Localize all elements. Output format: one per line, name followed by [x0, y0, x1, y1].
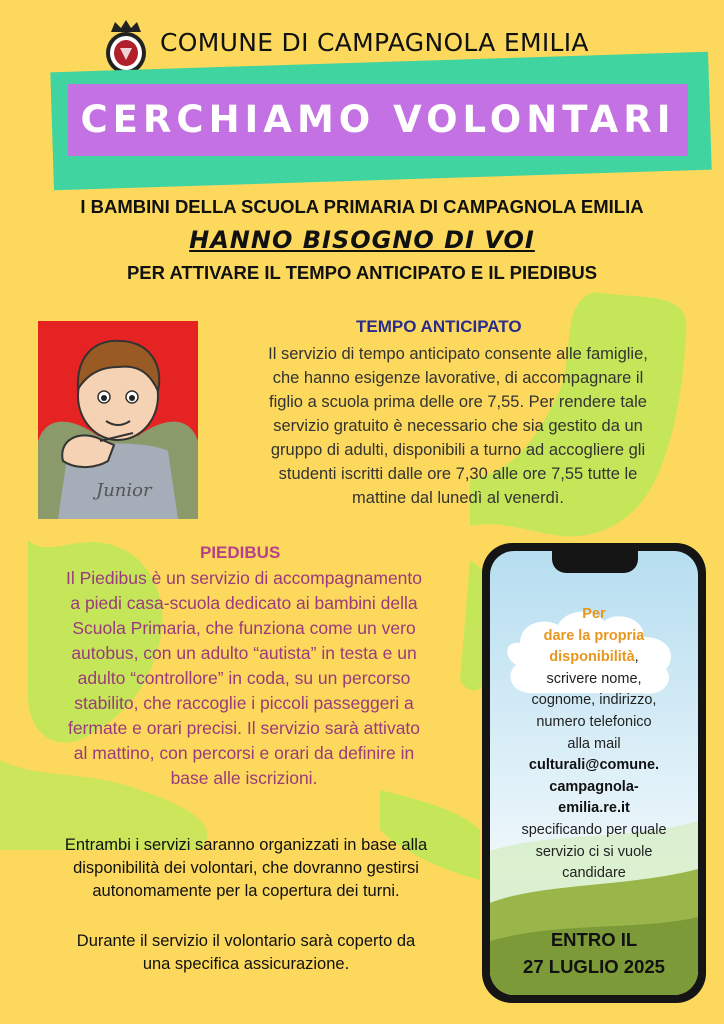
- insurance-note: [26, 930, 466, 976]
- deadline-date: 27 LUGLIO 2025: [523, 956, 665, 977]
- piedibus-line: base alle iscrizioni.: [170, 768, 318, 788]
- banner-title: CERCHIAMO VOLONTARI: [80, 98, 676, 141]
- email-address[interactable]: campagnola-: [549, 778, 639, 795]
- municipality-name: COMUNE DI CAMPAGNOLA EMILIA: [160, 28, 589, 57]
- phone-line: scrivere nome,: [546, 670, 642, 687]
- phone-line: alla mail: [567, 735, 621, 752]
- phone-line: cognome, indirizzo,: [531, 692, 657, 709]
- child-drawing: [38, 321, 198, 519]
- intro-line-2: HANNO BISOGNO DI VOI: [189, 226, 535, 254]
- municipal-crest-icon: [103, 18, 149, 76]
- piedibus-line: a piedi casa-scuola dedicato ai bambini della: [70, 593, 418, 613]
- piedibus-line: Scuola Primaria, che funziona come un vero: [72, 618, 416, 638]
- phone-line: Per: [582, 606, 606, 622]
- tempo-line: studenti iscritti dalle ore 7,30 alle ore 7,55 tutte le: [278, 465, 638, 483]
- organization-note: [26, 834, 466, 903]
- tempo-line: che hanno esigenze lavorative, di accompagnare il: [272, 369, 644, 387]
- tempo-line: Il servizio di tempo anticipato consente alle famiglie,: [268, 345, 648, 363]
- phone-line: numero telefonico: [536, 713, 652, 730]
- piedibus-line: stabilito, che raccoglie i piccoli passeggeri a: [74, 693, 414, 713]
- tempo-line: gruppo di adulti, disponibili a turno ad accogliere gli: [270, 441, 646, 459]
- tempo-line: servizio gratuito è necessario che sia gestito da un: [273, 417, 643, 435]
- tempo-anticipato-text: [216, 342, 700, 510]
- piedibus-line: autobus, con un adulto “autista” in testa e un: [71, 643, 417, 663]
- phone-line: dare la propria: [543, 627, 645, 644]
- phone-punctuation: ,: [634, 649, 639, 666]
- phone-line: candidare: [562, 865, 626, 882]
- organization-line: autonomamente per la copertura dei turni.: [92, 882, 400, 900]
- organization-line: Entrambi i servizi saranno organizzati in base alla: [64, 836, 428, 854]
- deadline: [494, 926, 694, 980]
- shirt-text: Junior: [96, 480, 152, 501]
- email-address[interactable]: culturali@comune.: [528, 757, 660, 774]
- phone-notch: [552, 551, 638, 573]
- intro-line-1: I BAMBINI DELLA SCUOLA PRIMARIA DI CAMPAGNOLA EMILIA: [80, 196, 644, 217]
- email-address[interactable]: emilia.re.it: [558, 800, 630, 817]
- phone-line: servizio ci si vuole: [535, 843, 653, 860]
- insurance-line: una specifica assicurazione.: [142, 955, 350, 973]
- piedibus-heading: PIEDIBUS: [200, 543, 281, 562]
- phone-line: specificando per quale: [521, 821, 667, 838]
- intro-line-3: PER ATTIVARE IL TEMPO ANTICIPATO E IL PIEDIBUS: [126, 262, 598, 283]
- tempo-line: figlio a scuola prima delle ore 7,55. Per rendere tale: [269, 393, 647, 411]
- piedibus-line: fermate e orari precisi. Il servizio sarà attivato: [67, 718, 421, 738]
- piedibus-line: Il Piedibus è un servizio di accompagnamento: [65, 568, 423, 588]
- insurance-line: Durante il servizio il volontario sarà coperto da: [76, 932, 416, 950]
- piedibus-line: adulto “controllore” in coda, su un percorso: [77, 668, 411, 688]
- phone-line: [494, 647, 694, 669]
- organization-line: disponibilità dei volontari, che dovranno gestirsi: [73, 859, 419, 877]
- deadline-line: ENTRO IL: [550, 929, 638, 950]
- contact-instructions: [494, 604, 694, 885]
- tempo-line: mattine dal lunedì al venerdì.: [352, 489, 564, 507]
- piedibus-text: [34, 566, 454, 791]
- piedibus-line: al mattino, con percorsi e orari da definire in: [73, 743, 415, 763]
- phone-highlight: disponibilità: [549, 649, 635, 666]
- tempo-anticipato-heading: TEMPO ANTICIPATO: [356, 317, 522, 336]
- child-pointing-illustration: [38, 321, 198, 519]
